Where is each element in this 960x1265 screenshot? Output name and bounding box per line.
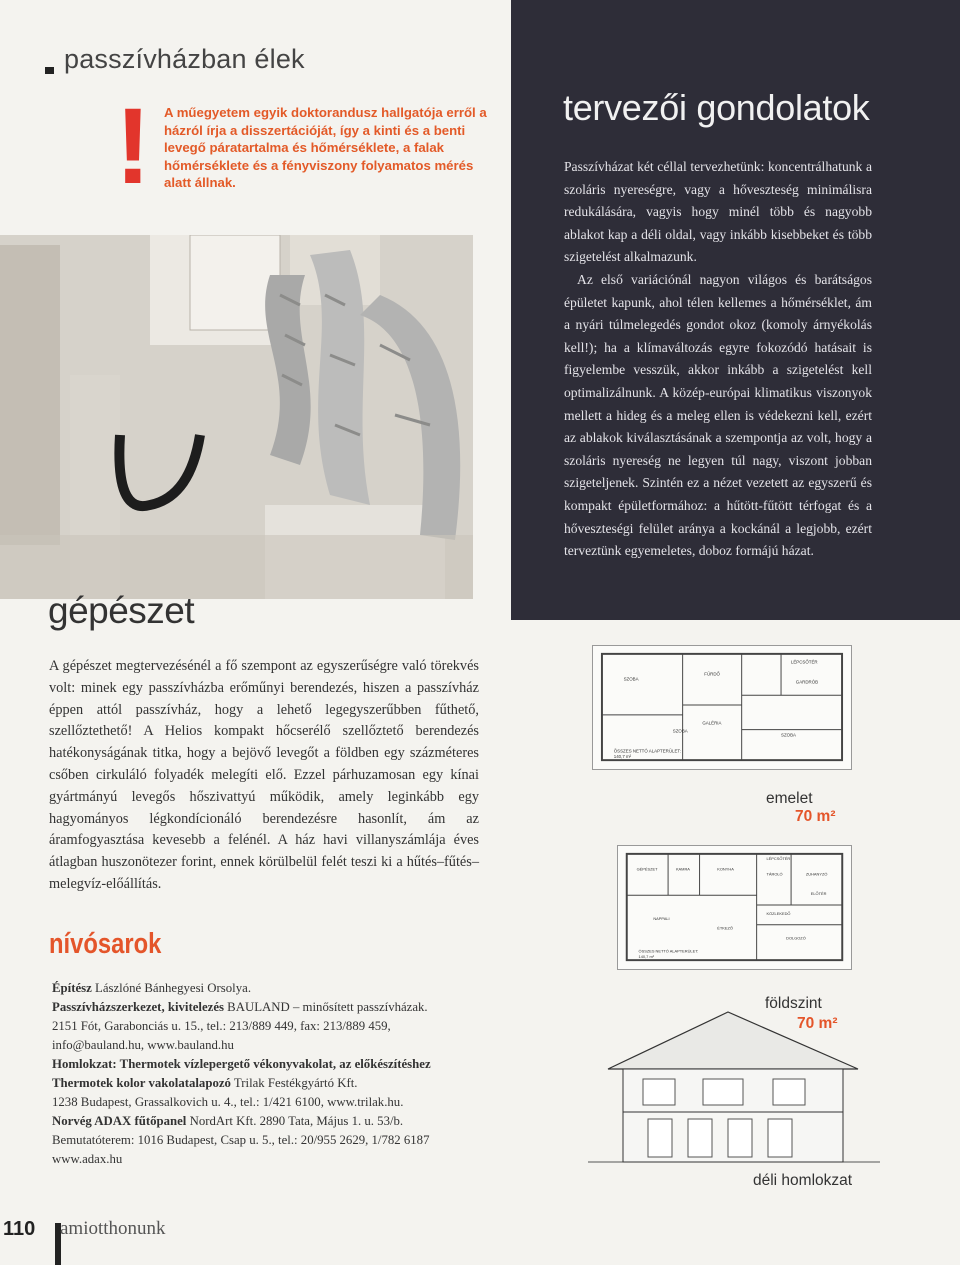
room-label: GARDRÓB xyxy=(795,679,819,685)
gepeszet-paragraph: A gépészet megtervezésénél a fő szempont az egyszerűségre való törekvés volt: minek egy passzívházba erőműnyi berendezés, hiszen a passzívház éppen attól passzívház, hogy a lehető legegyszerűbben fűthető, szellőztethető! A Helios kompakt hőcserélő szellőztető berendezés hatékonyságának titka, hogy a bejövő levegőt a földben egy százméteres csőben cirkuláló folyadék melegíti elő. Ezzel párhuzamosan egy kínai gyártmányú levegős hőszivattyú működik, amely leginkább egy hagyományos légkondícionáló berendezésre hasonlít, ám az áramfogyasztása kevesebb a felénél. A ház havi villanyszámlája éves átlagban huszonötezer forint, ennek körülbelül felét teszi ki a hűtés–fűtés–melegvíz-előállítás. xyxy=(49,658,479,892)
credit-line: Norvég ADAX fűtőpanel NordArt Kft. 2890 Tata, Május 1. u. 53/b. xyxy=(52,1114,404,1128)
room-label: TÁROLÓ xyxy=(766,871,783,877)
credit-line: 1238 Budapest, Grassalkovich u. 4., tel.: 1/421 6100, www.trilak.hu. xyxy=(52,1095,404,1109)
plan-total-label: ÖSSZES NETTÓ ALAPTERÜLET: xyxy=(638,948,699,954)
tervezoi-paragraph: Az első variációnál nagyon világos és barátságos épületet kapunk, ahol télen kellemes a hőmérséklet, ám a nyári túlmelegedés gondot okoz (komoly árnyékolás kell!); ha a klímaváltozás egyre fokozódó hatásait is figyelembe vesszük, akkor inkább a szigetelést kell optimalizálnunk. A közép-európai klimatikus viszonyok mellett a hideg és a meleg ellen is védekezni kell, ezért az ablakok kiválasztásának a szempontja az volt, hogy a szoláris nyereség ne legyen túl nagy, viszont jobban szigeteljenek. Szintén ez a nézet vezetett az egyszerű és kompakt épületformához: a hűtött-fűtött térfogat és a hőveszteségi felület aránya a kockánál a legjobb, ezért terveztünk egyemeletes, doboz formájú házat. xyxy=(564,271,872,559)
callout-text: A műegyetem egyik doktorandusz hallgatója erről a házról írja a disszertációját, így a kinti és a benti levegő páratartalma és hőmérséklete, a falak hőmérséklete és a fényviszony folyamatos mérés alatt állnak. xyxy=(164,105,487,191)
room-label: SZOBA xyxy=(672,728,688,734)
room-label: LÉPCSŐTÉR xyxy=(790,659,818,665)
ground-floor-drawing xyxy=(618,846,851,969)
room-label: LÉPCSŐTÉR xyxy=(766,855,791,861)
ground-floor-area: 70 m² xyxy=(797,1015,838,1032)
room-label: DOLGOZÓ xyxy=(786,935,806,941)
room-label: ÉTKEZŐ xyxy=(717,925,733,931)
credit-line: Bemutatóterem: 1016 Budapest, Csap u. 5., tel.: 20/955 2629, 1/782 6187 xyxy=(52,1133,430,1147)
room-label: ZUHANYZÓ xyxy=(805,871,828,877)
room-label: ELŐTÉR xyxy=(810,891,827,897)
tervezoi-heading: tervezői gondolatok xyxy=(563,87,870,128)
tervezoi-body xyxy=(564,156,872,563)
gepeszet-body xyxy=(49,656,479,896)
photo-illustration xyxy=(0,235,473,599)
room-label: SZOBA xyxy=(781,732,796,738)
magazine-name: amiotthonunk xyxy=(60,1218,166,1239)
room-label: GÉPÉSZET xyxy=(636,866,658,872)
room-label: KÖZLEKEDŐ xyxy=(766,910,791,916)
ground-floor-label: földszint xyxy=(765,995,822,1012)
credit-line: 2151 Fót, Garabonciás u. 15., tel.: 213/889 449, fax: 213/889 459, xyxy=(52,1019,391,1033)
room-label: KONYHA xyxy=(717,866,734,872)
upper-floor-area: 70 m² xyxy=(795,808,836,825)
room-label: FÜRDŐ xyxy=(704,671,720,677)
room-label: KAMRA xyxy=(675,866,690,872)
room-label: GALÉRIA xyxy=(702,720,722,726)
upper-floor-drawing xyxy=(593,646,851,769)
room-label: SZOBA xyxy=(623,676,639,682)
room-label: NAPPALI xyxy=(653,915,670,921)
plan-total-value: 140,7 m² xyxy=(638,954,655,960)
credit-line: Thermotek kolor vakolatalapozó Trilak Festékgyártó Kft. xyxy=(52,1076,358,1090)
section-bullet xyxy=(45,67,54,74)
elevation-svg xyxy=(588,1007,880,1167)
hvac-ducts-photo xyxy=(0,235,473,599)
credit-line: Homlokzat: Thermotek vízlepergető vékonyvakolat, az előkészítéshez xyxy=(52,1057,431,1071)
elevation-label: déli homlokzat xyxy=(753,1172,853,1189)
upper-floor-label: emelet xyxy=(766,790,813,807)
credit-line: Építész Lászlóné Bánhegyesi Orsolya. xyxy=(52,981,252,995)
south-elevation-drawing xyxy=(588,1007,880,1167)
credits-list xyxy=(52,979,482,1169)
upper-floor-plan xyxy=(592,645,852,770)
plan-total-value: 140,7 m² xyxy=(613,754,632,760)
exclamation-mark: ! xyxy=(115,85,151,206)
page-number: 110 xyxy=(3,1218,36,1240)
section-title: passzívházban élek xyxy=(64,44,305,74)
tervezoi-paragraph: Passzívházat két céllal tervezhetünk: koncentrálhatunk a szoláris nyereségre, vagy a hőveszteség minimálisra redukálására, vagyis hogy minél több és nagyobb ablakot kap a déli oldal, vagy inkább kisebbeket és több szigetelést alkalmazunk. xyxy=(564,159,872,265)
gepeszet-heading: gépészet xyxy=(48,590,195,631)
credit-line: Passzívházszerkezet, kivitelezés BAULAND – minősített passzívházak. xyxy=(52,1000,428,1014)
ground-floor-plan xyxy=(617,845,852,970)
credit-line: info@bauland.hu, www.bauland.hu xyxy=(52,1038,234,1052)
plan-total-label: ÖSSZES NETTÓ ALAPTERÜLET: xyxy=(613,748,681,754)
nivosarok-heading: nívósarok xyxy=(49,928,162,960)
credit-line: www.adax.hu xyxy=(52,1152,123,1166)
